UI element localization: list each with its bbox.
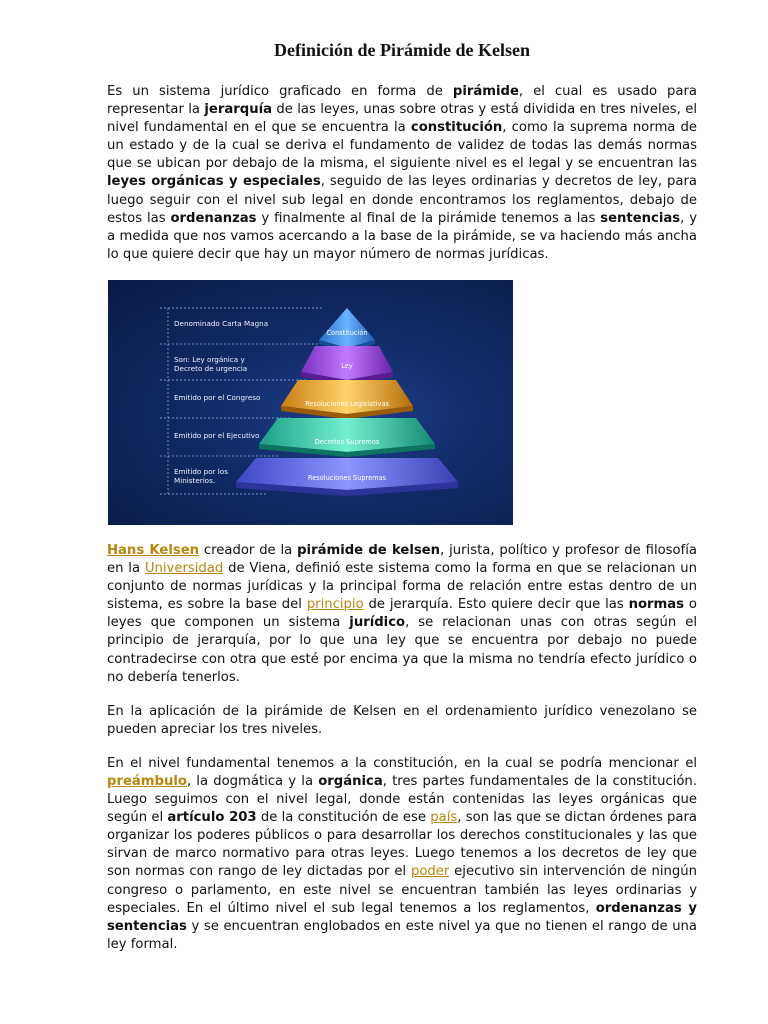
text-run: , y a medida que nos vamos acercando a la base de la pirámide, se va haciendo más ancha lo que quiere decir que hay un mayor número de normas jurídicas. [107, 210, 698, 262]
pyramid-diagram [108, 280, 513, 525]
label-congreso: Emitido por el Congreso [174, 392, 261, 402]
inline-link[interactable]: principio [306, 597, 364, 613]
tier-ley [301, 346, 393, 385]
text-run: , tres partes fundamentales de la constitución. Luego seguimos con el nivel legal, donde están contenidas las leyes orgánicas que según el [107, 773, 697, 826]
text-run: creador de la [199, 542, 298, 558]
inline-link[interactable]: poder [410, 864, 450, 880]
label-carta-magna: Denominado Carta Magna [174, 318, 269, 328]
text-run: , se relacionan unas con otras según el principio de jerarquía, por lo que una ley que se encuentra por debajo no puede contradecirse con otra que esté por encima ya que la misma no tendría efecto jurídico o no debería tenerlos. [107, 615, 697, 685]
tier-label-resoluciones-legislativas: Resoluciones Legislativas [305, 399, 389, 408]
text-run: , jurista, político y profesor de filosofía en la [107, 542, 698, 577]
bold-term: pirámide [452, 84, 519, 99]
text-run: , la dogmática y la [186, 773, 319, 789]
label-ministerios-line1: Emitido por los [174, 466, 228, 476]
label-ejecutivo: Emitido por el Ejecutivo [174, 430, 260, 440]
document-page [107, 40, 697, 970]
text-run: de la constitución de ese [256, 810, 431, 826]
bold-term: ordenanzas y sentencias [107, 900, 697, 934]
text-run: y se encuentran englobados en este nivel ya que no tienen el rango de una ley formal. [107, 918, 697, 952]
text-run: de las leyes, unas sobre otras y está dividida en tres niveles, el nivel fundamental en el que se encuentra la [107, 102, 697, 136]
text-run: , son las que se dictan órdenes para organizar los poderes públicos o para desarrollar los derechos constitucionales y las que sirvan de marco normativo para otras leyes. Luego tenemos a los decretos de ley que son normas con rango de ley dictadas por el [107, 810, 698, 880]
tier-label-ley: Ley [341, 361, 353, 370]
tier-label-decretos-supremos: Decretos Supremos [314, 437, 380, 446]
tier-label-resoluciones-supremas: Resoluciones Supremas [307, 473, 387, 482]
intro-paragraph [107, 83, 697, 264]
text-run: de Viena, definió este sistema como la forma en que se relacionan un conjunto de normas jurídicas y la principal forma de relación entre estas dentro de un sistema, es sobre la base del [107, 561, 697, 613]
text-run: En el nivel fundamental tenemos a la constitución, en la cual se podría mencionar el [107, 755, 697, 771]
inline-link[interactable]: país [430, 810, 458, 826]
inline-link[interactable]: preámbulo [107, 773, 187, 789]
kelsen-paragraph [107, 542, 697, 687]
bold-term: sentencias [600, 210, 681, 226]
page-title: Definición de Pirámide de Kelsen [274, 40, 530, 60]
bold-term: constitución [410, 120, 503, 136]
bold-term: ordenanzas [170, 210, 257, 226]
label-ley-organica-line1: Son: Ley orgánica y [174, 354, 245, 364]
bold-term: normas [628, 597, 685, 613]
kelsen-pyramid-figure [108, 280, 513, 525]
tier-constitucion [319, 308, 375, 352]
tier-resoluciones-legislativas [281, 380, 413, 419]
tier-label-constitucion: Constitución [326, 328, 368, 337]
text-run: de jerarquía. Esto quiere decir que las [363, 597, 629, 613]
levels-paragraph [107, 755, 697, 954]
inline-link[interactable]: Hans Kelsen [107, 542, 200, 558]
text-run: , como la suprema norma de un estado y de la cual se deriva el fundamento de validez de todas las demás normas que se ubican por debajo de la misma, el siguiente nivel es el legal y se encuentran las [107, 120, 697, 172]
label-ley-organica-line2: Decreto de urgencia [174, 363, 248, 373]
bold-term: artículo 203 [167, 810, 257, 826]
inline-link[interactable]: Universidad [144, 561, 224, 577]
text-run: En la aplicación de la pirámide de Kelsen en el ordenamiento jurídico venezolano se pueden apreciar los tres niveles. [107, 703, 697, 737]
tier-resoluciones-supremas [236, 458, 458, 496]
text-run: , seguido de las leyes ordinarias y decretos de ley, para luego seguir con el nivel sub legal en donde encontramos los reglamentos, debajo de estos las [107, 174, 697, 226]
text-run: ejecutivo sin intervención de ningún congreso o parlamento, en este nivel se encuentran también las leyes ordinarias y especiales. En el último nivel el sub legal tenemos a los reglamentos, [107, 864, 698, 916]
tier-decretos-supremos [259, 418, 435, 457]
bold-term: jerarquía [204, 102, 273, 118]
bold-term: leyes orgánicas y especiales [107, 174, 321, 190]
text-run: o leyes que componen un sistema [107, 597, 697, 631]
text-run: , el cual es usado para representar la [107, 84, 697, 118]
venezuela-paragraph [107, 703, 697, 739]
label-ministerios-line2: Ministerios. [174, 475, 216, 485]
bold-term: orgánica [318, 773, 383, 789]
bold-term: jurídico [349, 615, 406, 631]
text-run: y finalmente al final de la pirámide tenemos a las [256, 210, 601, 226]
bold-term: pirámide de kelsen [297, 542, 441, 558]
text-run: Es un sistema jurídico graficado en forma de [107, 84, 453, 99]
